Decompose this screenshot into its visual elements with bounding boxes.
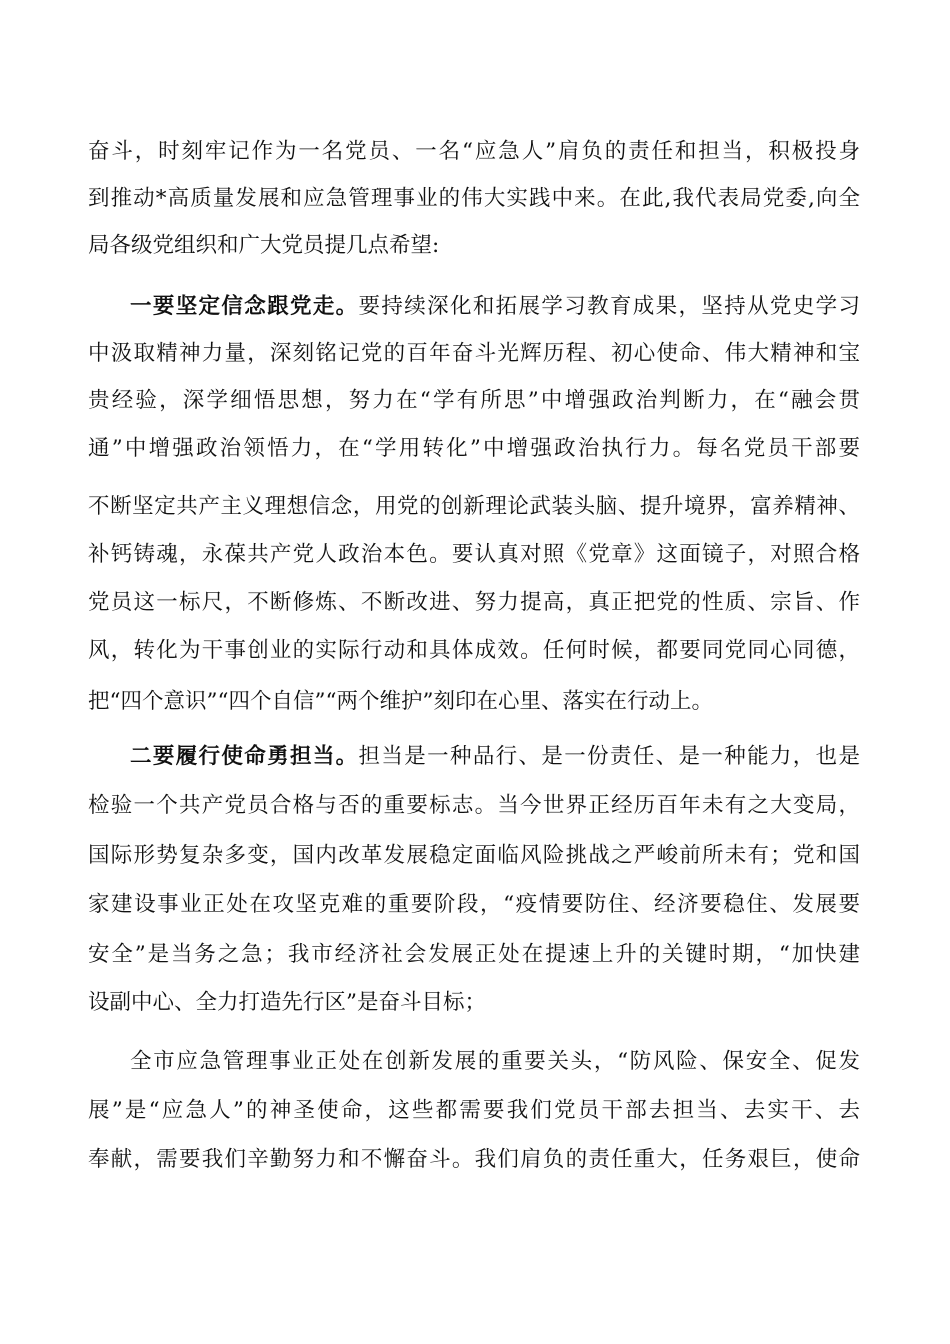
section-first-line xyxy=(130,290,860,324)
paragraph-line: 奋斗，时刻牢记作为一名党员、一名“应急人”肩负的责任和担当，积极投身 xyxy=(88,139,860,164)
paragraph-line: 家建设事业正处在攻坚克难的重要阶段，“疫情要防住、经济要稳住、发展要 xyxy=(88,892,860,917)
paragraph-line: 局各级党组织和广大党员提几点希望: xyxy=(88,233,440,258)
paragraph-line: 补钙铸魂，永葆共产党人政治本色。要认真对照《党章》这面镜子，对照合格 xyxy=(88,542,860,567)
paragraph-line: 把“四个意识”“四个自信”“两个维护”刻印在心里、落实在行动上。 xyxy=(88,689,713,714)
paragraph-line: 中汲取精神力量，深刻铭记党的百年奋斗光辉历程、初心使命、伟大精神和宝 xyxy=(88,341,860,366)
paragraph-line: 设副中心、全力打造先行区”是奋斗目标； xyxy=(88,990,486,1015)
paragraph-line: 安全”是当务之急；我市经济社会发展正处在提速上升的关键时期，“加快建 xyxy=(88,942,860,967)
paragraph-line: 展”是“应急人”的神圣使命，这些都需要我们党员干部去担当、去实干、去 xyxy=(88,1098,860,1123)
paragraph-line: 贵经验，深学细悟思想，努力在“学有所思”中增强政治判断力，在“融会贯 xyxy=(88,388,860,413)
section-heading: 一要坚定信念跟党走。 xyxy=(130,294,359,319)
paragraph-line: 通”中增强政治领悟力，在“学用转化”中增强政治执行力。每名党员干部要 xyxy=(88,436,860,461)
section-first-line xyxy=(130,740,860,774)
paragraph-line: 检验一个共产党员合格与否的重要标志。当今世界正经历百年未有之大变局， xyxy=(88,793,860,818)
paragraph-line: 到推动*高质量发展和应急管理事业的伟大实践中来。在此,我代表局党委,向全 xyxy=(88,186,860,211)
paragraph-line: 风，转化为干事创业的实际行动和具体成效。任何时候，都要同党同心同德， xyxy=(88,638,860,663)
section-text: 担当是一种品行、是一份责任、是一种能力，也是 xyxy=(358,744,860,769)
paragraph-line: 不断坚定共产主义理想信念，用党的创新理论武装头脑、提升境界，富养精神、 xyxy=(88,494,860,519)
paragraph-line: 国际形势复杂多变，国内改革发展稳定面临风险挑战之严峻前所未有；党和国 xyxy=(88,843,860,868)
section-heading: 二要履行使命勇担当。 xyxy=(130,744,359,769)
paragraph-first-line: 全市应急管理事业正处在创新发展的重要关头，“防风险、保安全、促发 xyxy=(130,1049,860,1074)
paragraph-line: 党员这一标尺，不断修炼、不断改进、努力提高，真正把党的性质、宗旨、作 xyxy=(88,590,860,615)
section-text: 要持续深化和拓展学习教育成果，坚持从党史学习 xyxy=(358,294,860,319)
paragraph-line: 奉献，需要我们辛勤努力和不懈奋斗。我们肩负的责任重大，任务艰巨，使命 xyxy=(88,1147,860,1172)
